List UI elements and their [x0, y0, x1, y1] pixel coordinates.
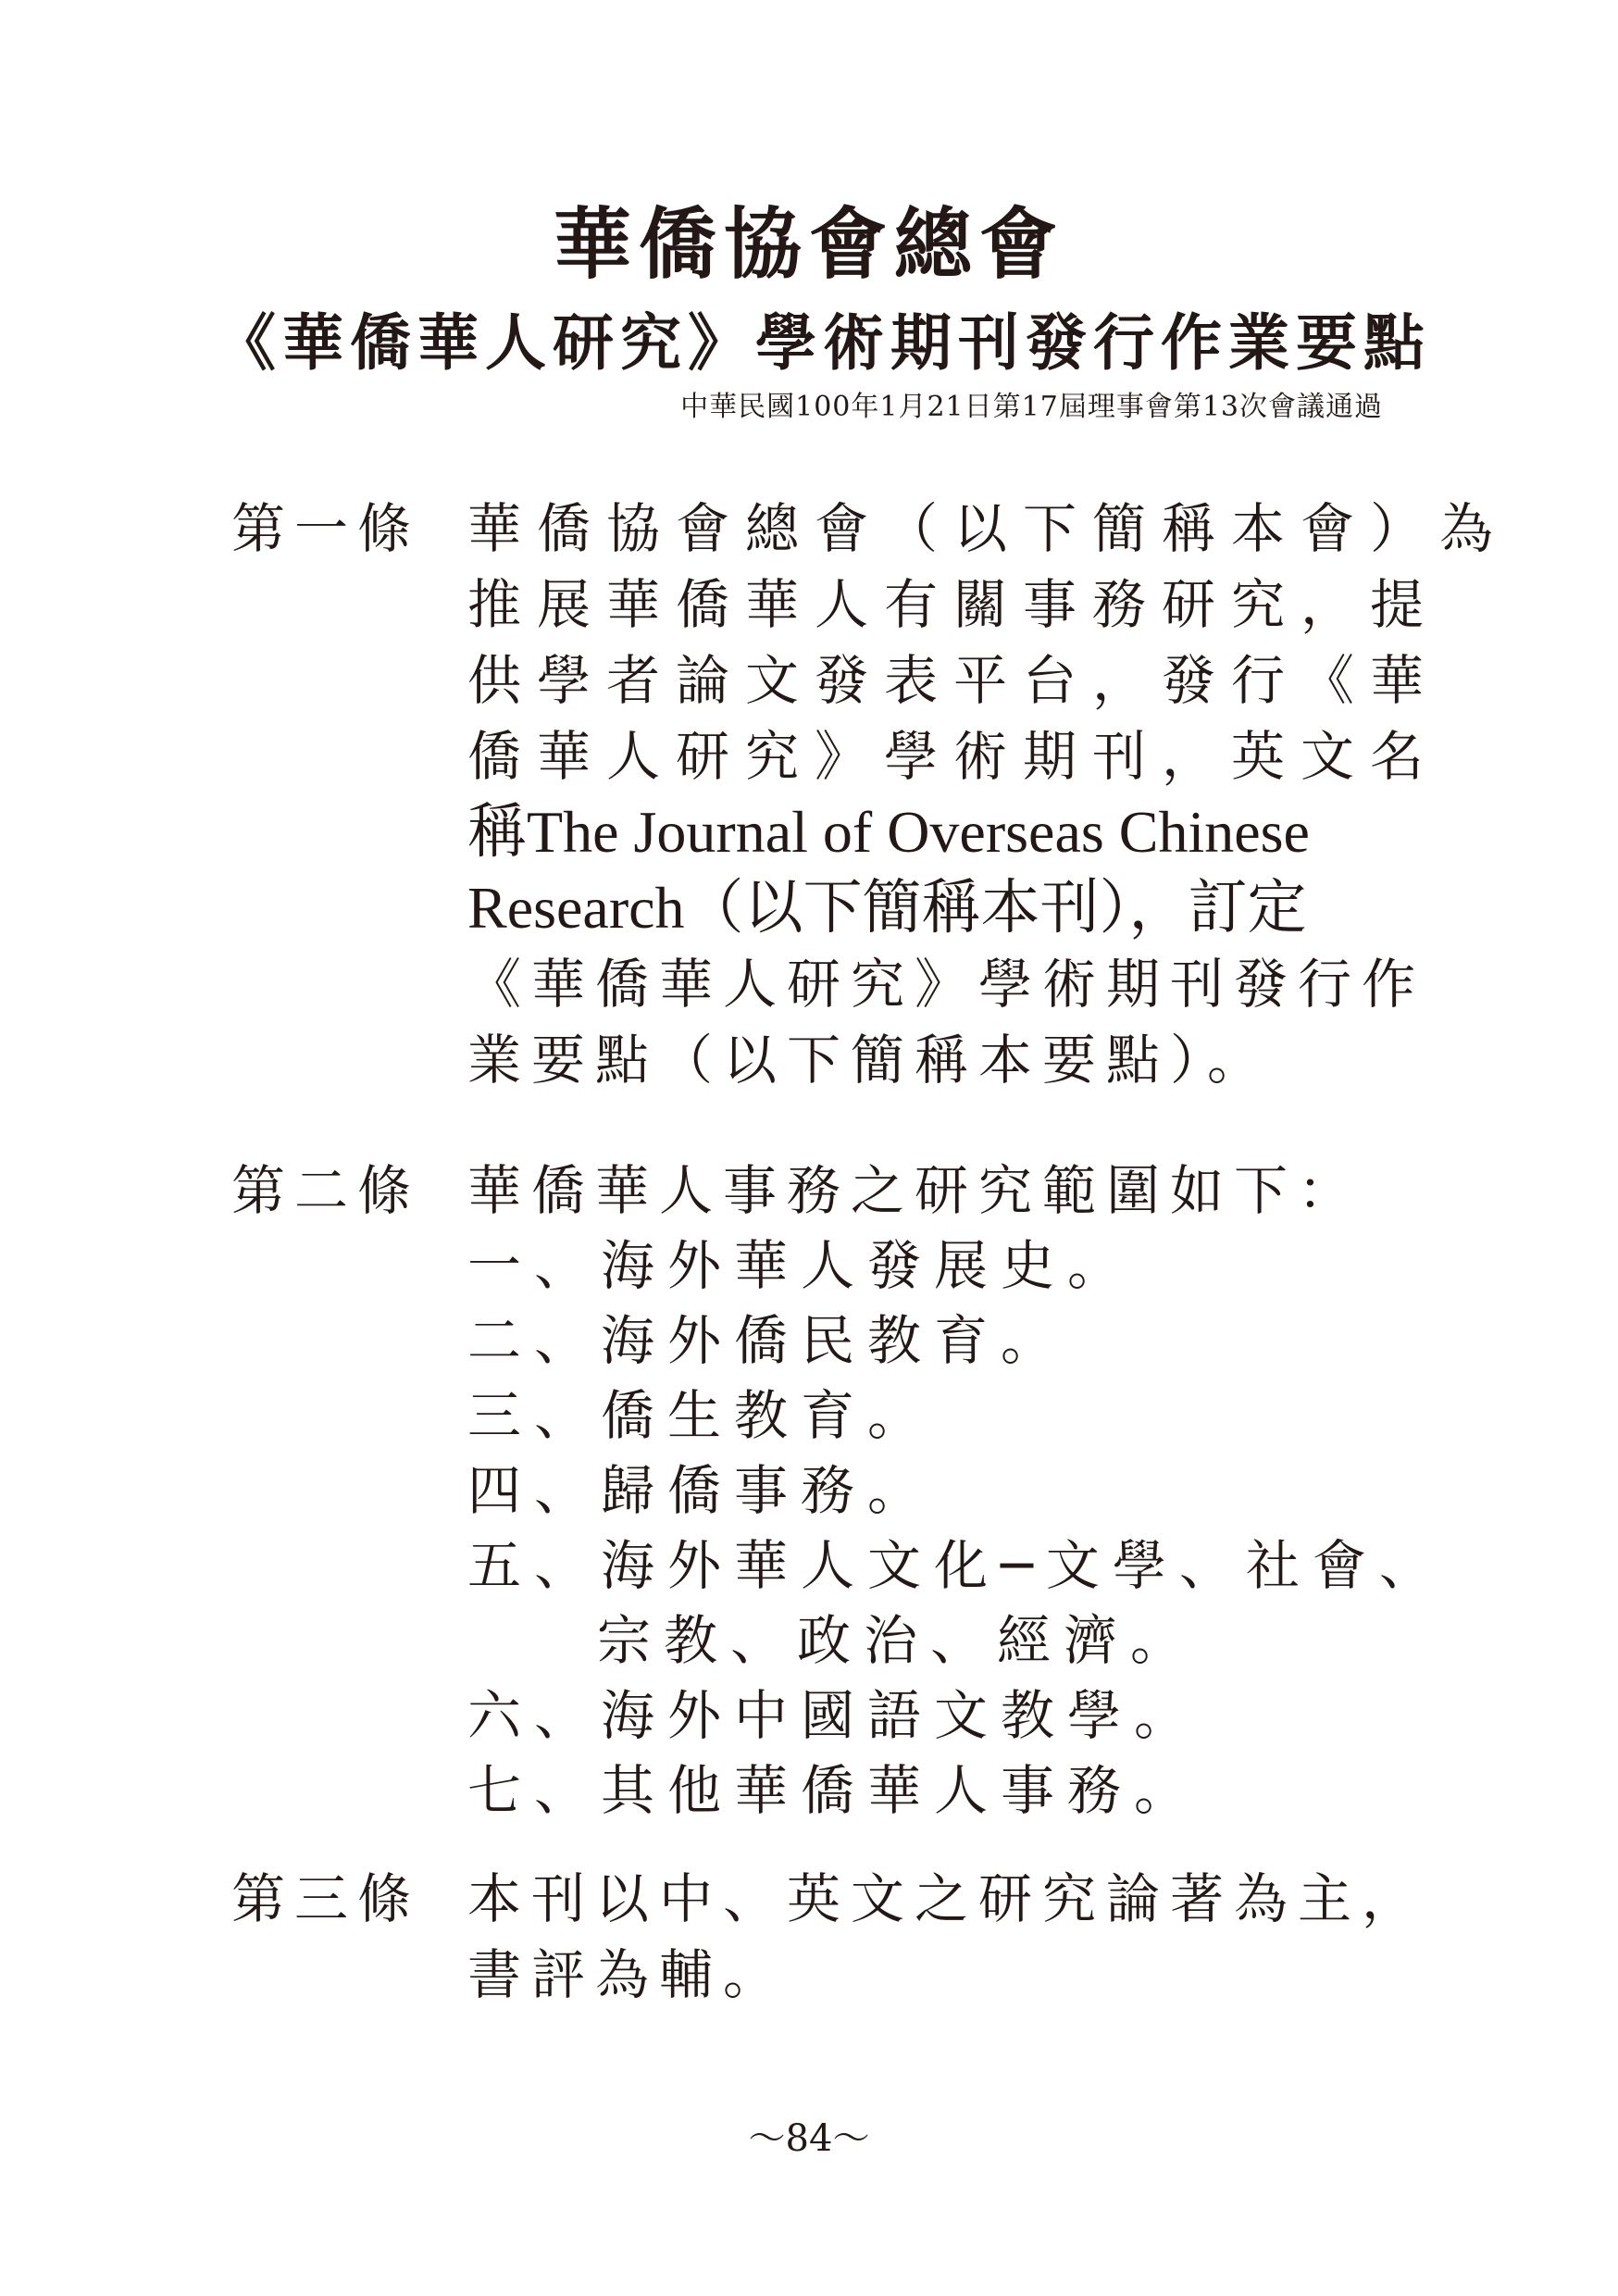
article-line: 稱The Journal of Overseas Chinese: [467, 799, 1310, 865]
list-item: 二、海外僑民教育。: [467, 1309, 1068, 1372]
article-label: 第三條: [231, 1867, 421, 1930]
article-line: 業要點（以下簡稱本要點）。: [467, 1029, 1272, 1092]
approval-note: 中華民國100年1月21日第17屆理事會第13次會議通過: [680, 391, 1383, 423]
article-intro: 華僑華人事務之研究範圍如下：: [467, 1159, 1363, 1222]
organization-title: 華僑協會總會: [553, 199, 1064, 290]
article-label: 第一條: [231, 497, 421, 560]
article-body: [467, 491, 1510, 1098]
article-line: 僑華人研究》學術期刊，英文名: [467, 725, 1440, 788]
page-number: ～84～: [748, 2117, 870, 2160]
article-line: 供學者論文發表平台，發行《華: [467, 649, 1440, 712]
article-label: 第二條: [231, 1159, 421, 1222]
list-item: 一、海外華人發展史。: [467, 1234, 1135, 1297]
article-line: 書評為輔。: [467, 1943, 788, 2006]
list-item: 七、其他華僑華人事務。: [467, 1759, 1201, 1822]
article-line: 《華僑華人研究》學術期刊發行作: [467, 953, 1426, 1016]
list-item: 六、海外中國語文教學。: [467, 1684, 1201, 1747]
article-line: 華僑協會總會（以下簡稱本會）為: [467, 497, 1510, 560]
list-item-continuation: 宗教、政治、經濟。: [597, 1609, 1198, 1672]
article-line: 本刊以中、英文之研究論著為主，: [467, 1867, 1426, 1930]
article-body: [467, 1153, 1446, 1828]
list-item: 五、海外華人文化─文學、社會、: [467, 1534, 1446, 1597]
document-title: 《華僑華人研究》學術期刊發行作業要點: [215, 307, 1431, 379]
article-line: Research（以下簡稱本刊），訂定: [467, 875, 1307, 941]
list-item: 三、僑生教育。: [467, 1384, 935, 1447]
article-line: 推展華僑華人有關事務研究，提: [467, 573, 1440, 636]
list-item: 四、歸僑事務。: [467, 1459, 935, 1522]
article-body: [467, 1861, 1426, 2013]
